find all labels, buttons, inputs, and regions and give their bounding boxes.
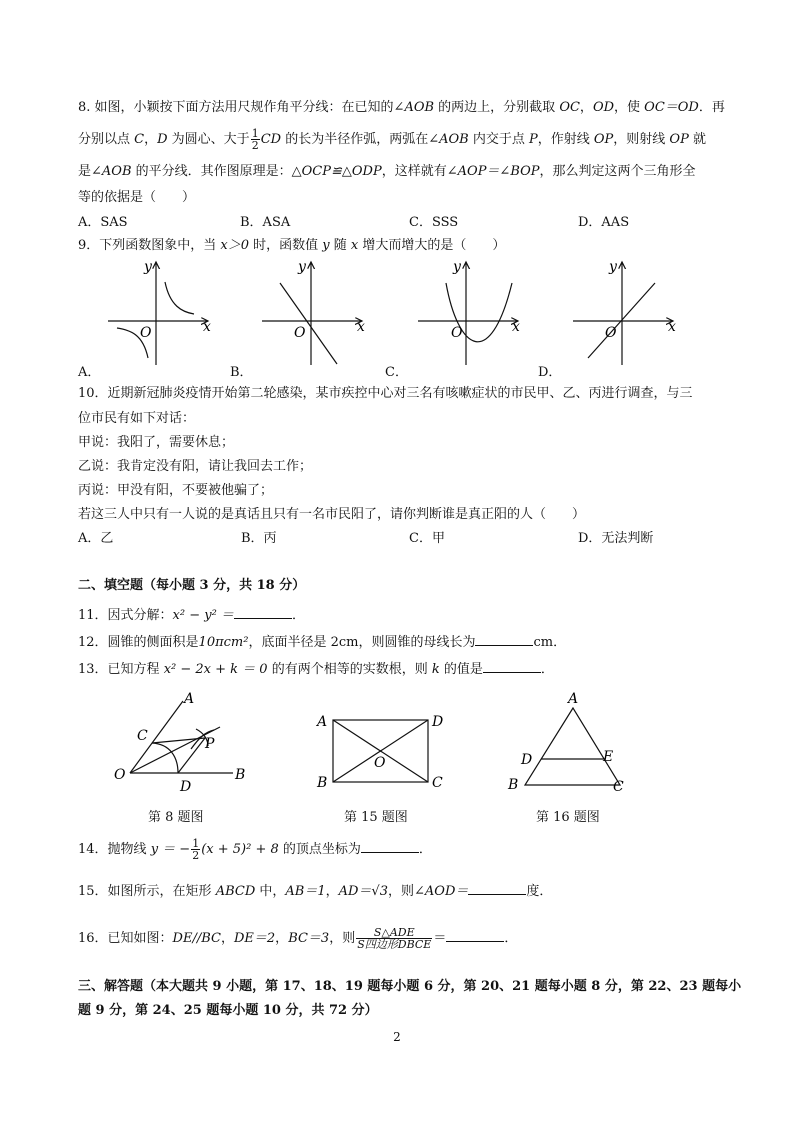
graph-c bbox=[418, 262, 518, 365]
q16-area-fraction: $\frac{\text{S△ADE}}{\text{S四边形DBCE}}$ bbox=[357, 926, 432, 951]
q10-option-b: B．丙 bbox=[241, 531, 277, 546]
q10-option-a: A．乙 bbox=[78, 531, 114, 546]
fig16-label-a: A bbox=[568, 691, 579, 707]
graph-b-x-label: x bbox=[357, 319, 365, 335]
q9-graphs bbox=[0, 255, 794, 375]
q10-option-d: D．无法判断 bbox=[578, 531, 654, 546]
fig15-label-a: A bbox=[317, 714, 328, 730]
graph-c-x-label: x bbox=[512, 319, 520, 335]
q11: 11．因式分解：x² − y² ＝ ． bbox=[78, 608, 305, 623]
q9-option-a: A． bbox=[78, 365, 101, 380]
graph-c-y-label: y bbox=[453, 259, 461, 275]
fig8-label-b: B bbox=[235, 767, 246, 783]
graph-a-x-label: x bbox=[203, 319, 211, 335]
fig8-label-d: D bbox=[180, 779, 192, 795]
q8-line-2: 分别以点 C，D 为圆心、大于 $\frac{1}{2}$ CD 的长为半径作弧，两弧在∠AOB 内交于点 P，作射线 OP，则射线 OP 就 bbox=[78, 127, 706, 152]
q8-line-3: 是∠AOB 的平分线．其作图原理是：△OCP≌△ODP，这样就有∠AOP＝∠BOP，那么判定这两个三角形全 bbox=[78, 164, 696, 179]
fig15-label-b: B bbox=[317, 775, 328, 791]
fig8-label-c: C bbox=[137, 728, 148, 744]
q13: 13．已知方程 x² − 2x + k ＝ 0 的有两个相等的实数根，则 k 的值是 ． bbox=[78, 662, 554, 677]
q10-line-2: 位市民有如下对话： bbox=[78, 411, 196, 426]
q10-line-5: 丙说：甲没有阳，不要被他骗了； bbox=[78, 483, 274, 498]
q9-option-b: B． bbox=[230, 365, 253, 380]
q10-option-c: C．甲 bbox=[409, 531, 445, 546]
figure-15 bbox=[333, 720, 428, 782]
q16-blank[interactable] bbox=[446, 929, 504, 942]
q14-blank[interactable] bbox=[361, 840, 419, 853]
fraction-half: $\frac{1}{2}$ bbox=[251, 127, 259, 152]
graph-c-origin: O bbox=[451, 325, 463, 341]
section-2-title: 二、填空题（每小题 3 分，共 18 分） bbox=[78, 578, 306, 593]
q15: 15．如图所示，在矩形 ABCD 中，AB＝1，AD＝√3，则∠AOD＝ 度． bbox=[78, 884, 553, 899]
graph-b-y-label: y bbox=[298, 259, 306, 275]
q10-line-4: 乙说：我肯定没有阳，请让我回去工作； bbox=[78, 459, 313, 474]
q8-line-4: 等的依据是（ ） bbox=[78, 190, 196, 205]
fig15-label-o: O bbox=[374, 755, 386, 771]
q8-option-b: B．ASA bbox=[240, 215, 291, 230]
fig8-label-p: P bbox=[205, 736, 215, 752]
q15-blank[interactable] bbox=[468, 882, 526, 895]
figure-15-caption: 第 15 题图 bbox=[344, 810, 408, 825]
q14-fraction: $\frac{1}{2}$ bbox=[192, 837, 200, 862]
fig15-label-c: C bbox=[432, 775, 443, 791]
q8-option-a: A．SAS bbox=[78, 215, 128, 230]
fig16-label-b: B bbox=[508, 777, 519, 793]
q12: 12．圆锥的侧面积是10πcm²，底面半径是 2cm，则圆锥的母线长为 cm． bbox=[78, 635, 567, 650]
figure-16-caption: 第 16 题图 bbox=[536, 810, 600, 825]
q13-blank[interactable] bbox=[483, 660, 541, 673]
figures-row bbox=[0, 688, 794, 798]
q8-option-d: D．AAS bbox=[578, 215, 630, 230]
graph-d bbox=[573, 262, 673, 365]
q14: 14．抛物线 y ＝ − $\frac{1}{2}$ (x + 5)² + 8 的顶点坐标为 ． bbox=[78, 837, 432, 862]
fig16-label-e: E bbox=[603, 749, 614, 765]
fig8-label-o: O bbox=[114, 767, 126, 783]
section-3-title-line-1: 三、解答题（本大题共 9 小题，第 17、18、19 题每小题 6 分，第 20、21 题每小题 8 分，第 22、23 题每小 bbox=[78, 979, 742, 994]
figure-8-caption: 第 8 题图 bbox=[148, 810, 204, 825]
graph-b bbox=[262, 262, 362, 365]
graph-b-origin: O bbox=[294, 325, 306, 341]
graph-d-origin: O bbox=[605, 325, 617, 341]
q12-blank[interactable] bbox=[475, 633, 533, 646]
q8-option-c: C．SSS bbox=[409, 215, 459, 230]
graph-d-y-label: y bbox=[609, 259, 617, 275]
page-number: 2 bbox=[393, 1030, 401, 1044]
fig8-label-a: A bbox=[184, 691, 195, 707]
graph-a-y-label: y bbox=[144, 259, 152, 275]
q10-line-1: 10．近期新冠肺炎疫情开始第二轮感染，某市疾控中心对三名有咳嗽症状的市民甲、乙、丙进行调查，与三 bbox=[78, 386, 693, 401]
fig15-label-d: D bbox=[432, 714, 444, 730]
q10-line-3: 甲说：我阳了，需要休息； bbox=[78, 435, 235, 450]
figure-16 bbox=[525, 708, 620, 785]
graph-a-origin: O bbox=[140, 325, 152, 341]
graph-a bbox=[108, 262, 208, 365]
fig16-label-c: C bbox=[613, 779, 624, 795]
q8-line-1: 8. 如图，小颖按下面方法用尺规作角平分线：在已知的∠AOB 的两边上，分别截取 OC，OD，使 OC＝OD．再 bbox=[78, 100, 725, 115]
q11-blank[interactable] bbox=[234, 606, 292, 619]
q9-option-c: C． bbox=[385, 365, 408, 380]
q9-option-d: D． bbox=[538, 365, 562, 380]
fig16-label-d: D bbox=[521, 752, 533, 768]
q16: 16．已知如图：DE//BC，DE＝2，BC＝3，则 $\frac{\text{S△ADE}}{\text{S四边形DBCE}}$ ＝ ． bbox=[78, 926, 518, 951]
q9-stem: 9．下列函数图象中，当 x＞0 时，函数值 y 随 x 增大而增大的是（ ） bbox=[78, 238, 506, 253]
graph-d-x-label: x bbox=[668, 319, 676, 335]
section-3-title-line-2: 题 9 分，第 24、25 题每小题 10 分，共 72 分） bbox=[78, 1003, 378, 1018]
q10-line-6: 若这三人中只有一人说的是真话且只有一名市民阳了，请你判断谁是真正阳的人（ ） bbox=[78, 507, 586, 522]
